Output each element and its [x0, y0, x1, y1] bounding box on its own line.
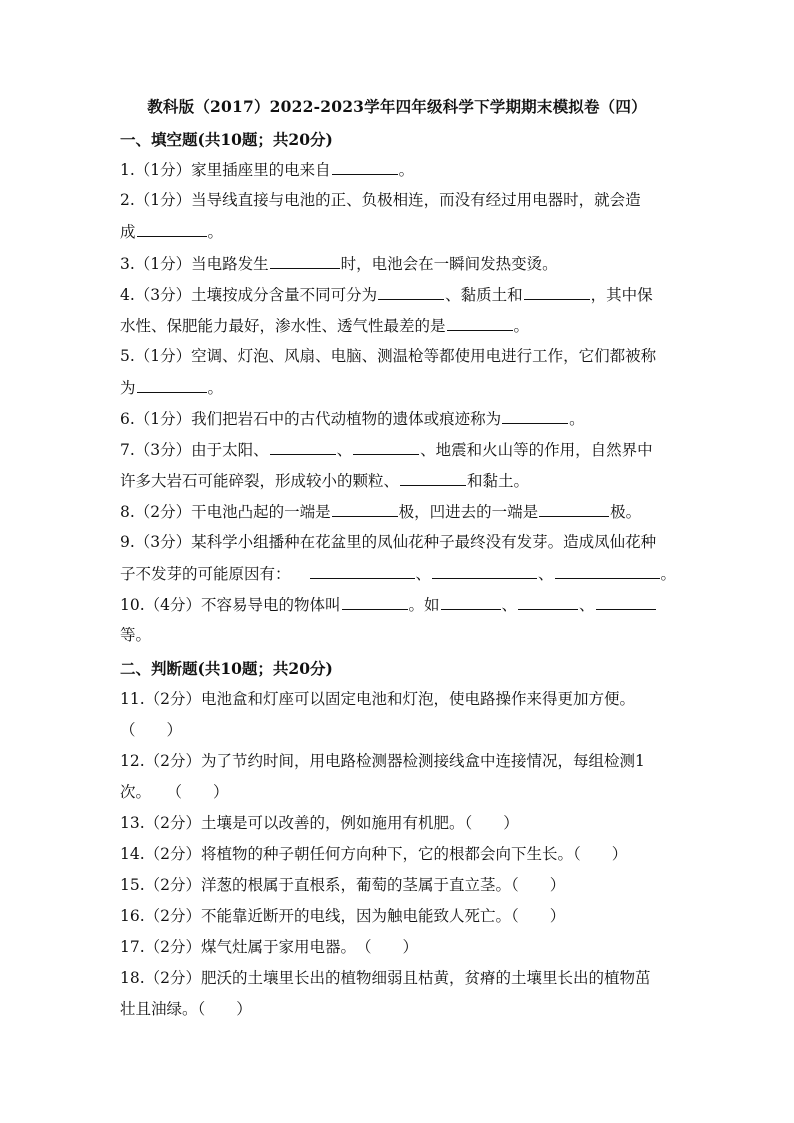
question-text: 。	[569, 410, 585, 428]
question-1	[120, 159, 680, 180]
question-2	[120, 190, 680, 210]
question-text: 极。	[610, 503, 642, 521]
answer-blank[interactable]	[270, 253, 340, 269]
question-text: 。	[207, 223, 224, 241]
question-text: 极，凹进去的一端是	[398, 503, 539, 521]
question-text: 、	[501, 596, 518, 614]
question-text: 许多大岩石可能碎裂，形成较小的颗粒、	[120, 472, 400, 490]
question-17: 17.（2分）煤气灶属于家用电器。 （ ）	[120, 938, 419, 956]
question-5-cont	[120, 377, 680, 398]
question-8	[120, 501, 680, 522]
question-text: 、黏质土和	[445, 286, 523, 304]
question-text: 等。	[120, 626, 152, 644]
answer-blank[interactable]	[447, 315, 513, 331]
answer-blank[interactable]	[378, 284, 444, 300]
question-5	[120, 346, 680, 366]
question-text: 。如	[408, 596, 440, 614]
answer-blank[interactable]	[137, 377, 207, 393]
answer-blank[interactable]	[353, 439, 419, 455]
question-10-cont	[120, 625, 680, 645]
answer-blank[interactable]	[137, 221, 207, 237]
question-12: 12.（2分）为了节约时间，用电路检测器检测接线盒中连接情况，每组检测1	[120, 752, 645, 770]
question-18: 18.（2分）肥沃的土壤里长出的植物细弱且枯黄，贫瘠的土壤里长出的植物茁	[120, 969, 651, 987]
answer-blank[interactable]	[518, 594, 578, 610]
section-heading-judge: 二、判断题(共10题；共20分)	[120, 659, 333, 678]
question-text: 成	[120, 223, 136, 241]
answer-blank[interactable]	[502, 408, 568, 424]
answer-blank[interactable]	[342, 594, 408, 610]
question-text: 。	[207, 379, 224, 397]
question-18-cont: 壮且油绿。（ ）	[120, 1000, 252, 1018]
question-text: 。	[660, 565, 677, 583]
question-text: 、	[415, 565, 432, 583]
question-text: 。	[513, 317, 530, 335]
question-text: 6.（1分）我们把岩石中的古代动植物的遗体或痕迹称为	[120, 410, 502, 428]
question-text: 10.（4分）不容易导电的物体叫	[120, 596, 341, 614]
question-9	[120, 532, 680, 552]
question-7	[120, 439, 680, 460]
question-text: 8.（2分）干电池凸起的一端是	[120, 503, 331, 521]
answer-blank[interactable]	[432, 563, 537, 579]
exam-title: 教科版（2017）2022-2023学年四年级科学下学期期末模拟卷（四）	[147, 97, 647, 116]
question-4	[120, 284, 680, 305]
answer-blank[interactable]	[441, 594, 501, 610]
question-4-cont	[120, 315, 680, 336]
question-14: 14.（2分）将植物的种子朝任何方向种下，它的根都会向下生长。（ ）	[120, 845, 628, 863]
question-12-cont: 次。 （ ）	[120, 783, 229, 801]
question-7-cont	[120, 470, 680, 491]
question-text: 3.（1分）当电路发生	[120, 255, 269, 273]
answer-blank[interactable]	[524, 284, 590, 300]
answer-blank[interactable]	[270, 439, 336, 455]
question-15: 15.（2分）洋葱的根属于直根系，葡萄的茎属于直立茎。（ ）	[120, 876, 566, 894]
answer-blank[interactable]	[555, 563, 660, 579]
answer-blank[interactable]	[332, 501, 398, 517]
question-text: 2.（1分）当导线直接与电池的正、负极相连，而没有经过用电器时，就会造	[120, 191, 641, 209]
answer-blank[interactable]	[539, 501, 609, 517]
question-text: 、	[579, 596, 595, 614]
question-11: 11.（2分）电池盒和灯座可以固定电池和灯泡，使电路操作来得更加方便。	[120, 690, 636, 708]
answer-blank[interactable]	[332, 159, 398, 175]
question-text: 时，电池会在一瞬间发热变烫。	[340, 255, 558, 273]
question-text: 水性、保肥能力最好，渗水性、透气性最差的是	[120, 317, 446, 335]
question-text: 7.（3分）由于太阳、	[120, 441, 269, 459]
question-text: 。	[398, 161, 415, 179]
question-text: 4.（3分）土壤按成分含量不同可分为	[120, 286, 378, 304]
question-text: 、地震和火山等的作用，自然界中	[420, 441, 653, 459]
answer-blank[interactable]	[310, 563, 415, 579]
question-text: 、	[538, 565, 554, 583]
question-2-cont	[120, 221, 680, 242]
question-10	[120, 594, 680, 615]
answer-blank[interactable]	[400, 470, 466, 486]
question-text: 9.（3分）某科学小组播种在花盆里的凤仙花种子最终没有发芽。造成凤仙花种	[120, 533, 657, 551]
question-6	[120, 408, 680, 429]
answer-blank[interactable]	[596, 594, 656, 610]
question-11-cont: （ ）	[120, 721, 183, 739]
question-text: 子不发芽的可能原因有：	[120, 565, 291, 583]
question-text: 1.（1分）家里插座里的电来自	[120, 161, 331, 179]
question-16: 16.（2分）不能靠近断开的电线，因为触电能致人死亡。（ ）	[120, 907, 566, 925]
question-text: 和黏土。	[467, 472, 530, 490]
question-9-cont	[120, 563, 680, 584]
section-heading-fill: 一、填空题(共10题；共20分)	[120, 130, 333, 149]
question-text: 5.（1分）空调、灯泡、风扇、电脑、测温枪等都使用电进行工作，它们都被称	[120, 347, 657, 365]
question-text: ，其中保	[590, 286, 653, 304]
question-text: 为	[120, 379, 136, 397]
question-text: 、	[336, 441, 353, 459]
question-13: 13.（2分）土壤是可以改善的，例如施用有机肥。（ ）	[120, 814, 519, 832]
question-3	[120, 253, 680, 274]
